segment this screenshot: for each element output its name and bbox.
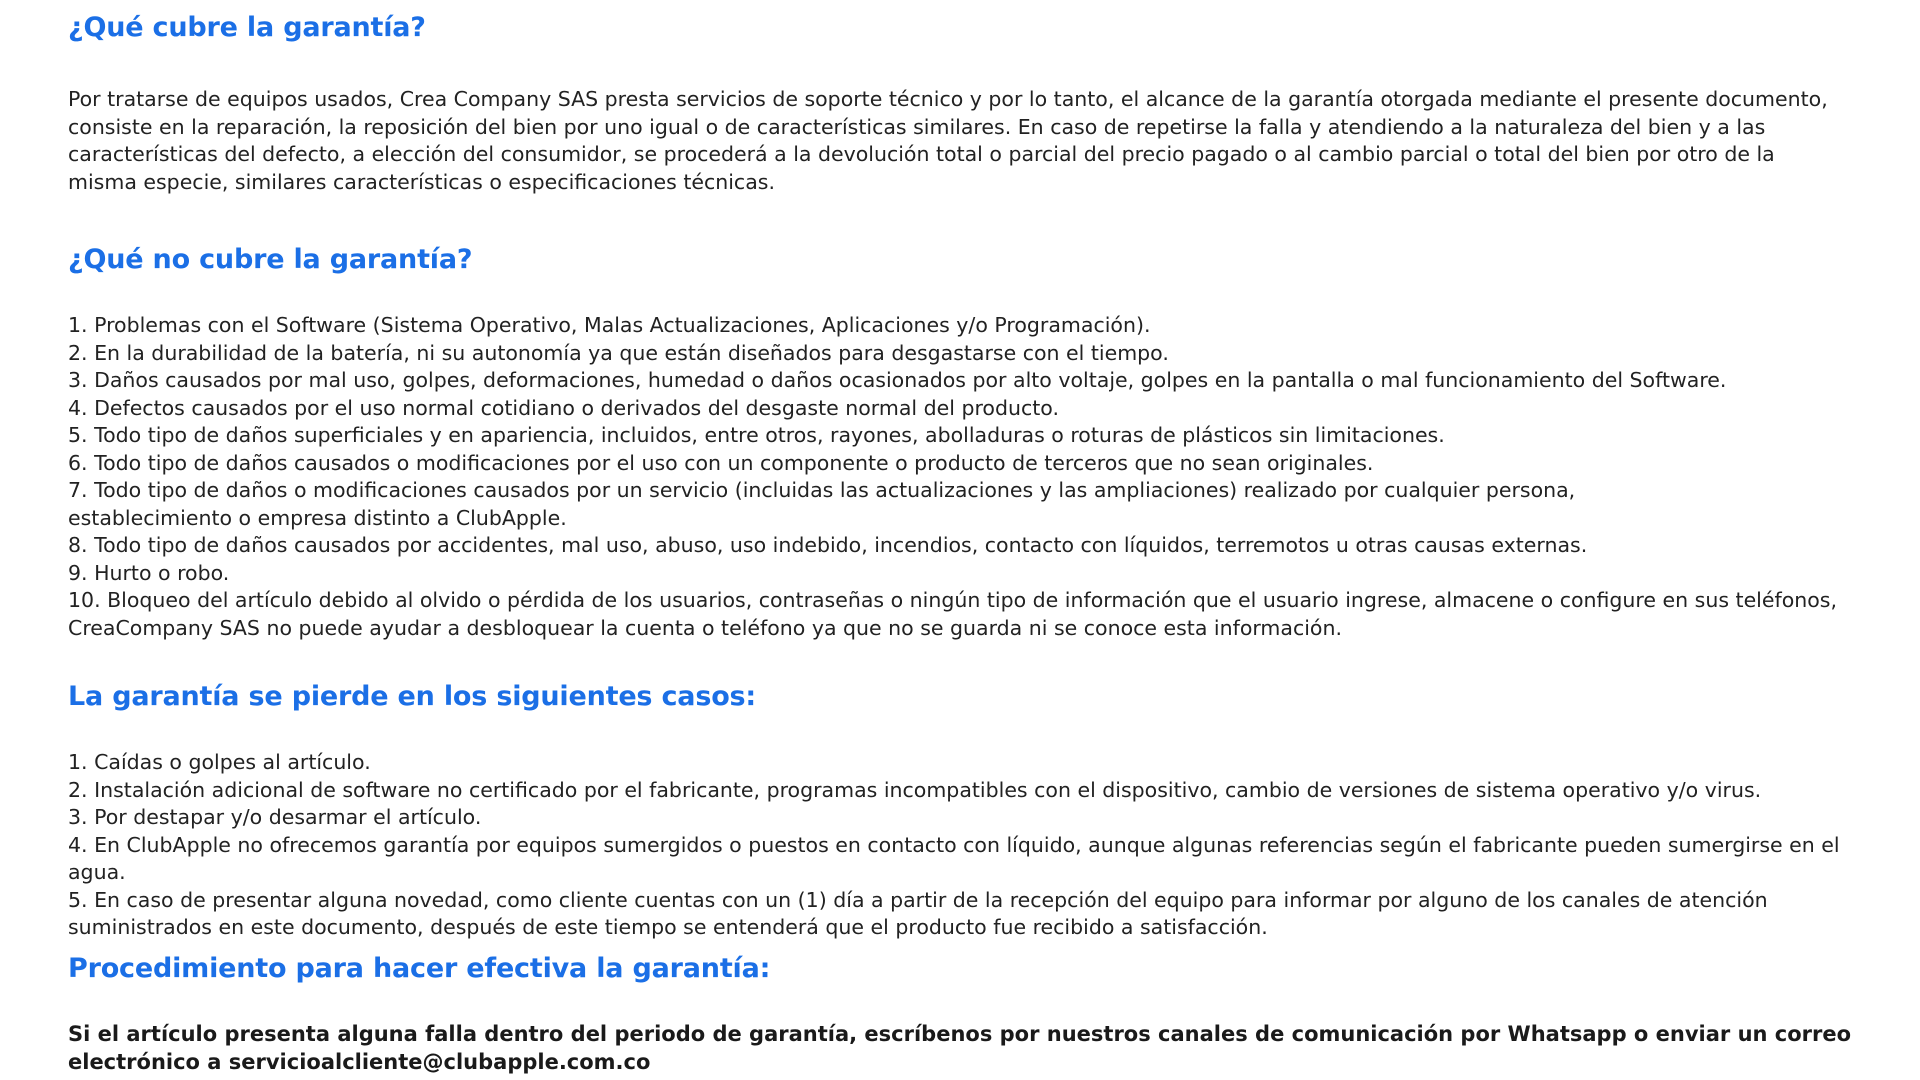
section-title-covered: ¿Qué cubre la garantía? (68, 12, 426, 43)
list-item-continuation: CreaCompany SAS no puede ayudar a desbloquear la cuenta o teléfono ya que no se guarda ni se conoce esta información. (68, 615, 1342, 640)
list-item: 1. Problemas con el Software (Sistema Operativo, Malas Actualizaciones, Aplicaciones y/o Programación). (68, 313, 1151, 337)
list-item: 5. En caso de presentar alguna novedad, como cliente cuentas con un (1) día a partir de la recepción del equipo para informar por alguno de los canales de atención suministrados en este documento, después de este tiempo se entenderá que el producto fue recibido a satisfacción. (68, 887, 1768, 939)
section-title-void: La garantía se pierde en los siguientes casos: (68, 681, 757, 712)
list-item: 5. Todo tipo de daños superficiales y en apariencia, incluidos, entre otros, rayones, abolladuras o roturas de plásticos sin limitaciones. (68, 423, 1445, 447)
covered-paragraph: Por tratarse de equipos usados, Crea Company SAS presta servicios de soporte técnico y por lo tanto, el alcance de la garantía otorgada mediante el presente documento, consiste en la reparación, la reposición del bien por uno igual o de características similares. En caso de repetirse la falla y atendiendo a la naturaleza del bien y a las características del defecto, a elección del consumidor, se procederá a la devolución total o parcial del precio pagado o al cambio parcial o total del bien por otro de la misma especie, similares características o especificaciones técnicas. (68, 87, 1828, 194)
list-item-continuation: establecimiento o empresa distinto a ClubApple. (68, 505, 567, 530)
section-title-not-covered: ¿Qué no cubre la garantía? (68, 244, 473, 275)
list-item: 3. Por destapar y/o desarmar el artículo. (68, 805, 482, 829)
void-cases-list (68, 749, 1880, 942)
section-title-procedure: Procedimiento para hacer efectiva la garantía: (68, 953, 771, 984)
list-item: 3. Daños causados por mal uso, golpes, deformaciones, humedad o daños ocasionados por alto voltaje, golpes en la pantalla o mal funcionamiento del Software. (68, 368, 1727, 392)
list-item: 4. Defectos causados por el uso normal cotidiano o derivados del desgaste normal del producto. (68, 395, 1059, 420)
not-covered-list (68, 312, 1880, 642)
procedure-paragraph: Si el artículo presenta alguna falla dentro del periodo de garantía, escríbenos por nuestros canales de comunicación por Whatsapp o enviar un correo electrónico a servicioalcliente@clubapple.com.co (68, 1022, 1852, 1074)
list-item: 4. En ClubApple no ofrecemos garantía por equipos sumergidos o puestos en contacto con líquido, aunque algunas referencias según el fabricante pueden sumergirse en el agua. (68, 832, 1840, 884)
list-item: 2. Instalación adicional de software no certificado por el fabricante, programas incompatibles con el dispositivo, cambio de versiones de sistema operativo y/o virus. (68, 777, 1762, 802)
list-item: 10. Bloqueo del artículo debido al olvido o pérdida de los usuarios, contraseñas o ningún tipo de información que el usuario ingrese, almacene o configure en sus teléfonos, (68, 588, 1837, 612)
list-item: 6. Todo tipo de daños causados o modificaciones por el uso con un componente o producto de terceros que no sean originales. (68, 450, 1374, 475)
list-item: 7. Todo tipo de daños o modificaciones causados por un servicio (incluidas las actualizaciones y las ampliaciones) realizado por cualquier persona, (68, 478, 1576, 502)
list-item: 9. Hurto o robo. (68, 560, 230, 585)
list-item: 8. Todo tipo de daños causados por accidentes, mal uso, abuso, uso indebido, incendios, contacto con líquidos, terremotos u otras causas externas. (68, 533, 1588, 557)
list-item: 1. Caídas o golpes al artículo. (68, 750, 371, 774)
list-item: 2. En la durabilidad de la batería, ni su autonomía ya que están diseñados para desgastarse con el tiempo. (68, 340, 1169, 365)
